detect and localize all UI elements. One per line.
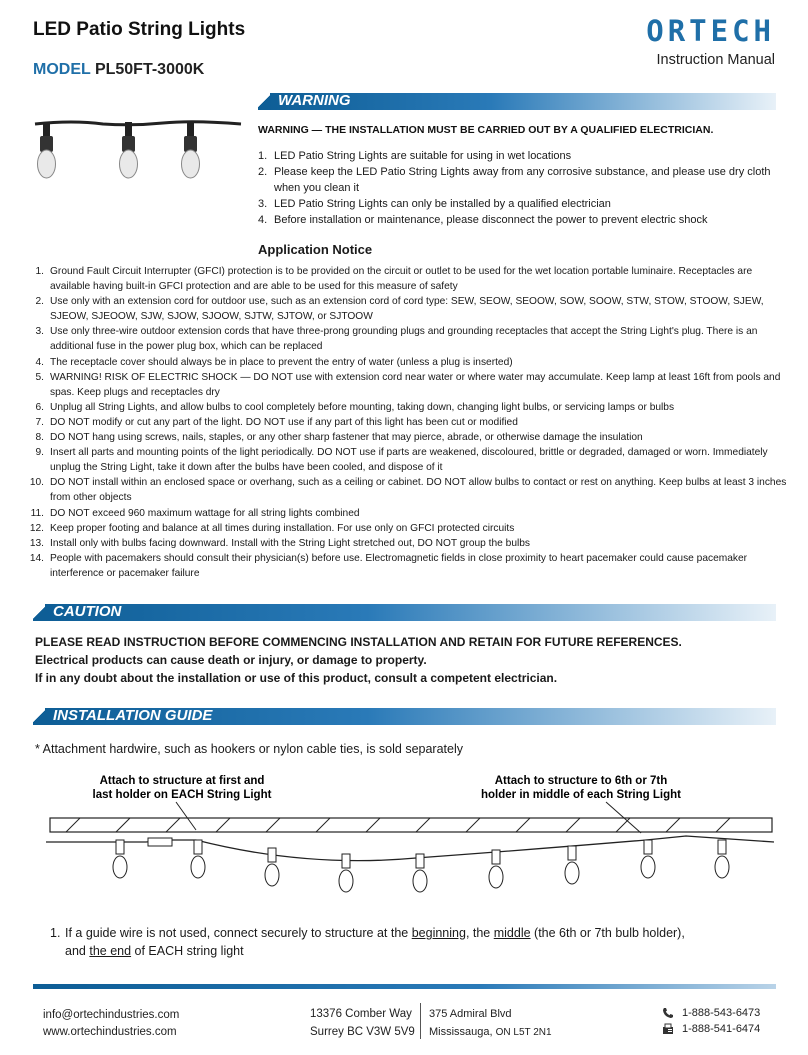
installation-bar <box>33 708 776 725</box>
list-item <box>258 212 778 228</box>
step-text: If a guide wire is not used, connect securely to structure at the beginning, the middle (the 6th or 7th bulb holder), and the end of EACH string light <box>65 926 685 958</box>
item-text: Before installation or maintenance, please disconnect the power to prevent electric shock <box>274 214 708 226</box>
item-number: 5. <box>35 371 44 383</box>
footer-address-mississauga <box>429 1005 552 1042</box>
list-item <box>22 551 792 581</box>
model-label: MODEL <box>33 61 91 78</box>
footer-divider <box>33 984 776 989</box>
list-item <box>22 400 792 415</box>
item-number: 4. <box>35 356 44 368</box>
list-item <box>22 370 792 400</box>
item-text: WARNING! RISK OF ELECTRIC SHOCK — DO NOT use with extension cord near water or where water may accumulate. Keep lamp at least 16ft from pools and spas. Keep plugs and receptacles dry <box>50 371 781 398</box>
item-number: 4. <box>258 214 268 226</box>
item-number: 12. <box>29 522 44 534</box>
caution-line: If in any doubt about the installation or use of this product, consult a competent electrician. <box>35 671 558 685</box>
list-item <box>22 415 792 430</box>
list-item <box>22 264 792 294</box>
underline-middle: middle <box>493 926 531 940</box>
item-number: 14. <box>29 552 44 564</box>
installation-diagram <box>46 768 776 910</box>
fax-icon <box>662 1023 674 1035</box>
list-item <box>22 430 792 445</box>
warning-heading: WARNING <box>278 92 351 109</box>
item-text: The receptacle cover should always be in place to prevent the entry of water (unless a plug is inserted) <box>50 356 513 368</box>
item-number: 13. <box>29 537 44 549</box>
item-number: 8. <box>35 432 44 444</box>
warning-bar <box>258 93 776 110</box>
list-item <box>22 445 792 475</box>
footer-separator <box>420 1003 421 1039</box>
item-text: DO NOT hang using screws, nails, staples, or any other sharp fastener that may pierce, abrade, or otherwise damage the insulation <box>50 432 643 444</box>
item-number: 11. <box>30 507 44 519</box>
item-number: 10. <box>29 477 44 489</box>
diagram-label-right-1: Attach to structure to 6th or 7th <box>494 775 668 787</box>
list-item <box>22 506 792 521</box>
caution-line: Electrical products can cause death or injury, or damage to property. <box>35 653 427 667</box>
item-number: 2. <box>258 166 268 178</box>
item-text: DO NOT install within an enclosed space or overhang, such as a ceiling or cabinet. DO NOT allow bulbs to contact or rest on anything. Keep bulbs at least 3 inches from other objects <box>50 477 787 504</box>
item-text: LED Patio String Lights are suitable for using in wet locations <box>274 150 572 162</box>
footer-website[interactable]: www.ortechindustries.com <box>43 1026 177 1038</box>
item-text: People with pacemakers should consult their physician(s) before use. Electromagnetic fields in close proximity to heart pacemaker could cause pacemaker interference or pacemaker failure <box>50 552 748 579</box>
application-title: Application Notice <box>258 242 373 257</box>
list-item <box>22 324 792 354</box>
manual-subtitle: Instruction Manual <box>656 52 775 68</box>
caution-bar <box>33 604 776 621</box>
fax-number: 1-888-541-6474 <box>682 1023 761 1035</box>
footer-fax-row <box>662 1021 760 1037</box>
underline-beginning: beginning <box>411 926 466 940</box>
warning-list <box>258 148 778 228</box>
installation-step-1 <box>50 924 750 960</box>
caution-text <box>35 633 682 687</box>
caution-heading: CAUTION <box>53 603 122 620</box>
list-item <box>258 164 778 196</box>
phone-icon <box>662 1007 674 1019</box>
string-lights-illustration <box>33 112 243 194</box>
item-text: DO NOT exceed 960 maximum wattage for all string lights combined <box>50 507 360 519</box>
list-item <box>258 196 778 212</box>
diagram-label-left-2: last holder on EACH String Light <box>92 789 272 801</box>
diagram-label-right-2: holder in middle of each String Light <box>481 789 681 801</box>
item-number: 6. <box>35 401 44 413</box>
installation-heading: INSTALLATION GUIDE <box>53 707 213 724</box>
item-text: LED Patio String Lights can only be installed by a qualified electrician <box>274 198 611 210</box>
address-line: Mississauga, ON L5T 2N1 <box>429 1026 552 1038</box>
item-text: Use only three-wire outdoor extension cords that have three-prong grounding plugs and grounding receptacles that accept the String Light's plug. There is an additional fuse in the power plug box, which can be replaced <box>50 326 758 353</box>
item-number: 9. <box>35 447 44 459</box>
installation-note: * Attachment hardwire, such as hookers or nylon cable ties, is sold separately <box>35 742 463 756</box>
footer-email[interactable]: info@ortechindustries.com <box>43 1009 180 1021</box>
brand-logo: ORTECH <box>646 14 775 48</box>
item-number: 1. <box>35 266 44 277</box>
item-text: Use only with an extension cord for outdoor use, such as an extension cord of cord type: SEW, SEOW, SEOOW, SOW, SOOW, STW, STOW, STOOW, SJEW, SJEOW, SJEOOW, SJW, SJOW, SJOOW, SJTW, SJTOW, or SJTOOW <box>50 296 764 323</box>
item-number: 3. <box>35 326 44 338</box>
step-number: 1. <box>50 926 61 940</box>
caution-line: PLEASE READ INSTRUCTION BEFORE COMMENCING INSTALLATION AND RETAIN FOR FUTURE REFERENCES. <box>35 635 682 649</box>
item-number: 3. <box>258 198 268 210</box>
item-text: Unplug all String Lights, and allow bulbs to cool completely before mounting, taking down, changing light bulbs, or servicing lamps or bulbs <box>50 401 675 413</box>
item-text: Insert all parts and mounting points of the light periodically. DO NOT use if parts are weakened, discoloured, brittle or degraded, damaged or worn. Immediately unplug the String Light, take it down after the bulbs have been cooled, and dispose of it <box>50 447 768 474</box>
diagram-label-left-1: Attach to structure at first and <box>99 775 265 787</box>
item-text: DO NOT modify or cut any part of the light. DO NOT use if any part of this light has been cut or modified <box>50 416 518 428</box>
footer-phones <box>662 1005 760 1037</box>
footer-contact <box>43 1007 179 1041</box>
list-item <box>22 521 792 536</box>
item-number: 2. <box>35 296 44 308</box>
address-line: Surrey BC V3W 5V9 <box>310 1026 415 1038</box>
application-list <box>22 264 792 581</box>
address-line: 375 Admiral Blvd <box>429 1008 512 1020</box>
list-item <box>22 536 792 551</box>
item-number: 1. <box>258 150 268 162</box>
list-item <box>258 148 778 164</box>
item-number: 7. <box>35 416 44 428</box>
footer-phone-row <box>662 1005 760 1021</box>
item-text: Keep proper footing and balance at all times during installation. For use only on GFCI protected circuits <box>50 522 515 534</box>
phone-number[interactable]: 1-888-543-6473 <box>682 1007 761 1019</box>
list-item <box>22 294 792 324</box>
item-text: Ground Fault Circuit Interrupter (GFCI) protection is to be provided on the circuit or outlet to be used for the wet location portable luminaire. Receptacles are available having built-in GFCI protection and are able to be used for this measure of safety <box>50 266 753 293</box>
model-value: PL50FT-3000K <box>94 61 205 78</box>
item-text: Install only with bulbs facing downward. Install with the String Light stretched out, DO NOT group the bulbs <box>50 537 531 549</box>
item-text: Please keep the LED Patio String Lights away from any corrosive substance, and please use dry cloth when you clean it <box>274 166 771 194</box>
warning-title: WARNING — THE INSTALLATION MUST BE CARRIED OUT BY A QUALIFIED ELECTRICIAN. <box>258 124 714 136</box>
list-item <box>22 475 792 505</box>
model-line <box>33 61 204 79</box>
document-title: LED Patio String Lights <box>33 19 246 40</box>
list-item <box>22 355 792 370</box>
footer-address-surrey <box>310 1005 415 1041</box>
underline-the-end: the end <box>89 944 132 958</box>
address-line: 13376 Comber Way <box>310 1008 412 1020</box>
